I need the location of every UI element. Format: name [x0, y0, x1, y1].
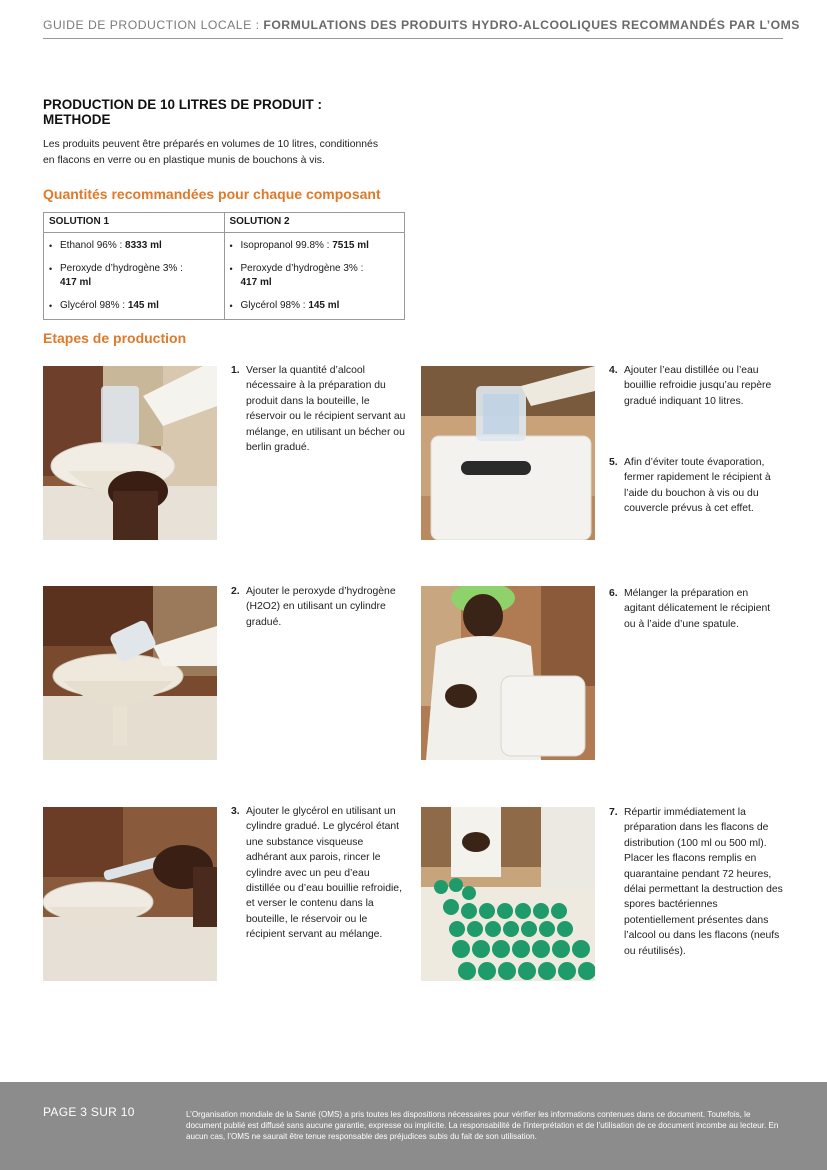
step-7	[609, 805, 787, 959]
page-footer	[0, 1082, 827, 1170]
solution1-cell	[44, 233, 225, 320]
list-item	[230, 299, 400, 313]
step-text: Répartir immédiatement la préparation dans les flacons de distribution (100 ml ou 500 ml). Placer les flacons remplis en quarantaine pendant 72 heures, délai permettant la destruction des spores bactériennes potentiellement présentes dans l’alcool ou dans les flacons (neufs ou réutilisés).	[624, 807, 783, 957]
components-table	[43, 212, 405, 320]
step-text: Ajouter le peroxyde d’hydrogène (H2O2) en utilisant un cylindre gradué.	[246, 586, 396, 628]
step2-photo	[43, 586, 217, 760]
step-6	[609, 586, 775, 632]
item-value: 8333 ml	[125, 240, 162, 251]
item-label: Peroxyde d’hydrogène 3% :	[240, 263, 364, 274]
disclaimer-text: L’Organisation mondiale de la Santé (OMS) a pris toutes les dispositions nécessaires pour vérifier les informations contenues dans ce document. Toutefois, le document publié est diffusé sans aucune garantie, expresse ou implicite. La responsabilité de l’interprétation et de l’utilisation de ce document incombe au lecteur. En aucun cas, l’OMS ne saurait être tenue responsable des préjudices subis du fait de son utilisation.	[186, 1110, 779, 1141]
step7-photo	[421, 807, 595, 981]
header-left: GUIDE DE PRODUCTION LOCALE :	[43, 18, 260, 32]
step4-photo	[421, 366, 595, 540]
step3-photo	[43, 807, 217, 981]
page-title-line2: METHODE	[43, 112, 111, 127]
intro-line2: en flacons en verre ou en plastique munis de bouchons à vis.	[43, 155, 325, 166]
step-text: Ajouter l’eau distillée ou l’eau bouillie refroidie jusqu’au repère gradué indiquant 10 litres.	[624, 365, 772, 407]
item-label: Ethanol 96% :	[60, 240, 123, 251]
item-value: 417 ml	[240, 277, 272, 288]
page-title-line1: PRODUCTION DE 10 LITRES DE PRODUIT :	[43, 97, 323, 112]
step-text: Verser la quantité d’alcool nécessaire à la préparation du produit dans la bouteille, le réservoir ou le récipient servant au mélange, en utilisant un bécher ou berlin gradué.	[246, 365, 406, 454]
solution2-cell	[224, 233, 405, 320]
list-item	[230, 262, 400, 290]
step-number: 2.	[231, 586, 240, 597]
step-text: Ajouter le glycérol en utilisant un cylindre gradué. Le glycérol étant une substance visqueuse adhérant aux parois, rincer le cylindre avec un peu d’eau distillée ou d’eau bouillie refroidie, et verser le contenu dans la bouteille, le réservoir ou le récipient servant au mélange.	[246, 806, 402, 941]
step-2	[231, 584, 406, 630]
step-3	[231, 804, 406, 943]
step-text: Afin d’éviter toute évaporation, fermer rapidement le récipient à l’aide du bouchon à vis ou du couvercle prévus à cet effet.	[624, 457, 771, 515]
solution1-heading: SOLUTION 1	[44, 213, 225, 233]
item-value: 417 ml	[60, 277, 92, 288]
running-header	[43, 16, 800, 39]
step-number: 4.	[609, 365, 618, 376]
list-item	[49, 299, 219, 313]
item-label: Glycérol 98% :	[60, 300, 126, 311]
item-value: 145 ml	[308, 300, 340, 311]
step-text: Mélanger la préparation en agitant délicatement le récipient ou à l’aide d’une spatule.	[624, 588, 771, 630]
quantities-heading: Quantités recommandées pour chaque composant	[43, 186, 381, 202]
step-number: 6.	[609, 588, 618, 599]
step-1	[231, 363, 406, 455]
step1-photo	[43, 366, 217, 540]
step-number: 3.	[231, 806, 240, 817]
step-number: 1.	[231, 365, 240, 376]
item-label: Peroxyde d’hydrogène 3% :	[60, 263, 183, 274]
intro-line1: Les produits peuvent être préparés en volumes de 10 litres, conditionnés	[43, 139, 379, 150]
list-item	[49, 262, 219, 290]
step-4	[609, 363, 787, 409]
page-title	[43, 97, 423, 127]
page-number: PAGE 3 SUR 10	[43, 1105, 135, 1119]
item-value: 145 ml	[127, 300, 159, 311]
step6-photo	[421, 586, 595, 760]
solution2-heading: SOLUTION 2	[224, 213, 405, 233]
list-item	[49, 239, 219, 253]
step-5	[609, 455, 787, 517]
item-label: Isopropanol 99.8% :	[240, 240, 330, 251]
steps-heading: Etapes de production	[43, 330, 187, 346]
step-number: 5.	[609, 457, 618, 468]
step-number: 7.	[609, 807, 618, 818]
item-value: 7515 ml	[332, 240, 369, 251]
intro-paragraph	[43, 137, 413, 169]
header-right: FORMULATIONS DES PRODUITS HYDRO-ALCOOLIQUES RECOMMANDÉS PAR L’OMS	[263, 18, 800, 32]
list-item	[230, 239, 400, 253]
item-label: Glycérol 98% :	[240, 300, 306, 311]
